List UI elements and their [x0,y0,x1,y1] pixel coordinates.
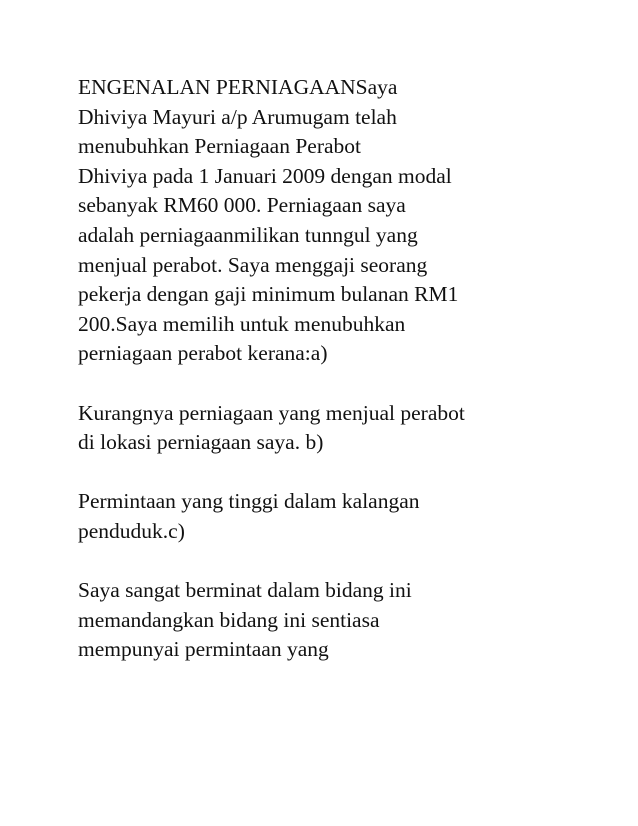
text-line: adalah perniagaanmilikan tunngul yang [78,222,418,247]
text-line: ENGENALAN PERNIAGAANSaya [78,75,398,99]
text-line: menubuhkan Perniagaan Perabot [78,134,361,159]
paragraph-spacer [78,547,598,577]
paragraph-spacer [78,369,598,399]
document-body [78,73,598,665]
text-line: Dhiviya pada 1 Januari 2009 dengan modal [78,163,452,188]
text-line: memandangkan bidang ini sentiasa [78,607,380,632]
paragraph-reason-a [78,399,598,458]
text-line: Dhiviya Mayuri a/p Arumugam telah [78,104,397,129]
paragraph-spacer [78,458,598,488]
paragraph-reason-c [78,576,598,665]
paragraph-reason-b [78,487,598,546]
text-line: sebanyak RM60 000. Perniagaan saya [78,193,406,218]
paragraph-introduction [78,73,598,369]
text-line: 200.Saya memilih untuk menubuhkan [78,311,406,336]
text-line: mempunyai permintaan yang [78,637,329,662]
text-line: penduduk.c) [78,518,185,543]
text-line: Saya sangat berminat dalam bidang ini [78,578,412,603]
text-line: Kurangnya perniagaan yang menjual perabot [78,400,465,425]
text-line: menjual perabot. Saya menggaji seorang [78,252,428,277]
text-line: perniagaan perabot kerana:a) [78,341,328,366]
text-line: di lokasi perniagaan saya. b) [78,430,324,455]
text-line: Permintaan yang tinggi dalam kalangan [78,489,420,514]
text-line: pekerja dengan gaji minimum bulanan RM1 [78,282,459,307]
